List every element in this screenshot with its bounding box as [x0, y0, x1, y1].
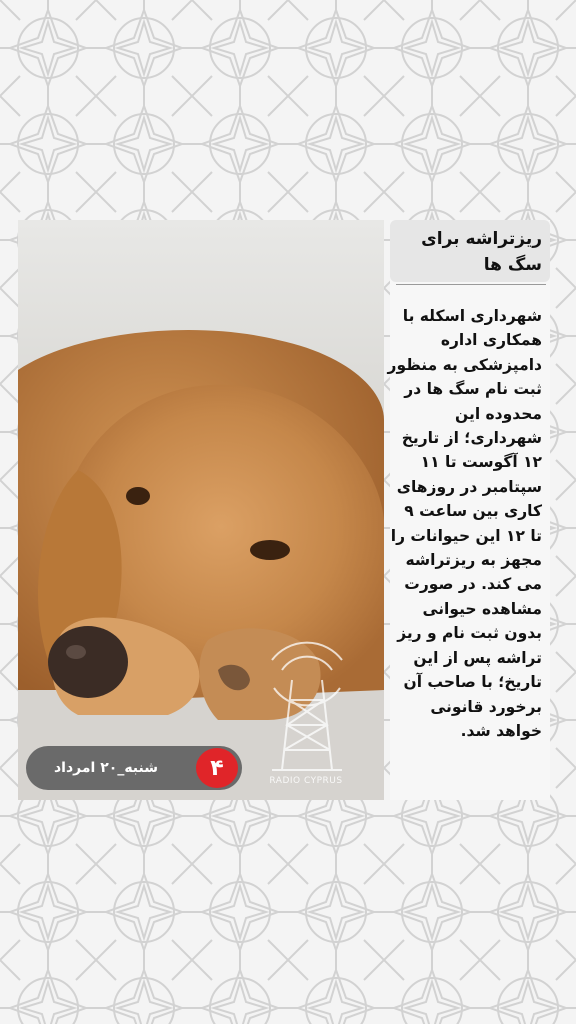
- body-line: بدون ثبت نام و ریز: [397, 624, 542, 643]
- post-body: [387, 304, 542, 743]
- body-line: شهرداری اسکله با: [402, 307, 542, 325]
- body-line: دامپزشکی به منظور: [387, 355, 542, 374]
- watermark-text: RADIO CYPRUS: [269, 776, 343, 786]
- body-line: ثبت نام سگ ها در: [404, 380, 542, 399]
- radio-tower-icon: [252, 640, 362, 790]
- body-line: مجهز به ریزتراشه: [405, 551, 542, 570]
- body-line: کاری بین ساعت ۹: [404, 502, 542, 521]
- post-title: ریزتراشه برای سگ ها: [421, 229, 542, 275]
- body-line: تا ۱۲ این حیوانات را: [390, 526, 542, 545]
- body-line: تراشه پس از این: [413, 648, 542, 667]
- body-line: شهرداری؛ از تاریخ: [401, 429, 542, 448]
- body-line: ۱۲ آگوست تا ۱۱: [420, 453, 542, 472]
- body-line: مشاهده حیوانی: [422, 599, 542, 618]
- body-line: می کند. در صورت: [404, 575, 542, 594]
- body-line: تاریخ؛ با صاحب آن: [403, 673, 542, 692]
- body-line: سپتامبر در روزهای: [396, 477, 542, 496]
- divider: [396, 284, 546, 285]
- body-line: همکاری اداره: [440, 331, 542, 350]
- body-line: برخورد قانونی: [430, 697, 542, 716]
- body-line: محدوده این: [455, 404, 542, 423]
- date-text: شنبه_۲۰ امرداد: [54, 760, 158, 776]
- body-line: خواهد شد.: [460, 721, 542, 740]
- page-number-badge: ۴: [196, 748, 238, 788]
